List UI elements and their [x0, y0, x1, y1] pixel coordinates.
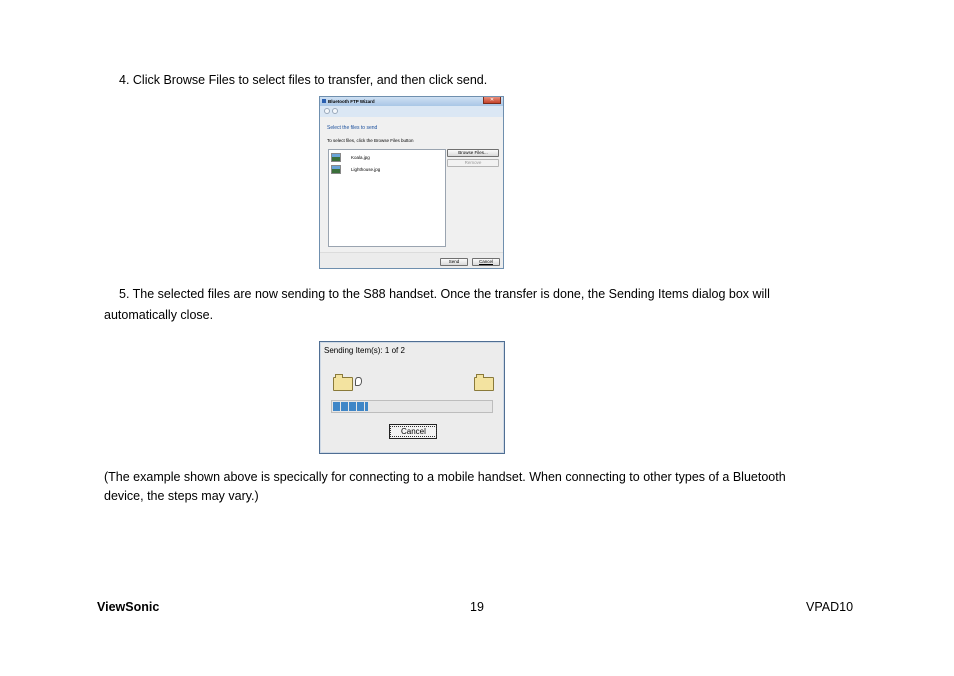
wizard-instruction: To select files, click the Browse Files button: [327, 138, 414, 143]
close-button[interactable]: ✕: [483, 97, 501, 104]
wizard-heading: Select the files to send: [327, 125, 378, 131]
file-list[interactable]: [328, 149, 446, 247]
sending-cancel-button[interactable]: [389, 424, 437, 439]
image-file-icon: [331, 165, 341, 174]
bluetooth-icon: [322, 99, 326, 103]
destination-folder-icon: [474, 377, 494, 391]
progress-fill: [333, 402, 368, 411]
list-item[interactable]: [331, 165, 431, 174]
file-name: Lighthouse.jpg: [351, 167, 381, 172]
model-name: VPAD10: [806, 600, 854, 614]
wizard-navbar: [320, 106, 503, 117]
forward-arrow-icon[interactable]: [332, 108, 338, 114]
flying-document-icon: [355, 377, 362, 386]
page-number: 19: [470, 600, 484, 614]
sending-items-dialog: [319, 341, 505, 454]
browse-files-button[interactable]: Browse Files...: [447, 149, 499, 157]
brand-name: ViewSonic: [97, 600, 160, 614]
file-name: Koala.jpg: [351, 155, 370, 160]
cancel-button[interactable]: Cancel: [472, 258, 500, 266]
step-4-text: 4. Click Browse Files to select files to transfer, and then click send.: [119, 73, 488, 87]
back-arrow-icon[interactable]: [324, 108, 330, 114]
wizard-title: Bluetooth FTP Wizard: [328, 99, 375, 104]
note-text: (The example shown above is specically for connecting to a mobile handset. When connecting to other types of a Bluetooth: [104, 470, 786, 484]
step-5-text-continued: automatically close.: [104, 308, 214, 322]
step-5-text: 5. The selected files are now sending to the S88 handset. Once the transfer is done, the Sending Items dialog box will: [119, 287, 770, 301]
image-file-icon: [331, 153, 341, 162]
remove-button[interactable]: Remove: [447, 159, 499, 167]
cancel-label: Cancel: [390, 426, 437, 437]
send-button[interactable]: Send: [440, 258, 468, 266]
source-folder-icon: [333, 377, 353, 391]
list-item[interactable]: [331, 153, 431, 162]
note-text-continued: device, the steps may vary.): [104, 489, 259, 503]
progress-bar: [331, 400, 493, 413]
bluetooth-ftp-wizard-dialog: [319, 96, 504, 269]
sending-title: Sending Item(s): 1 of 2: [324, 346, 405, 355]
wizard-titlebar: [320, 97, 503, 106]
